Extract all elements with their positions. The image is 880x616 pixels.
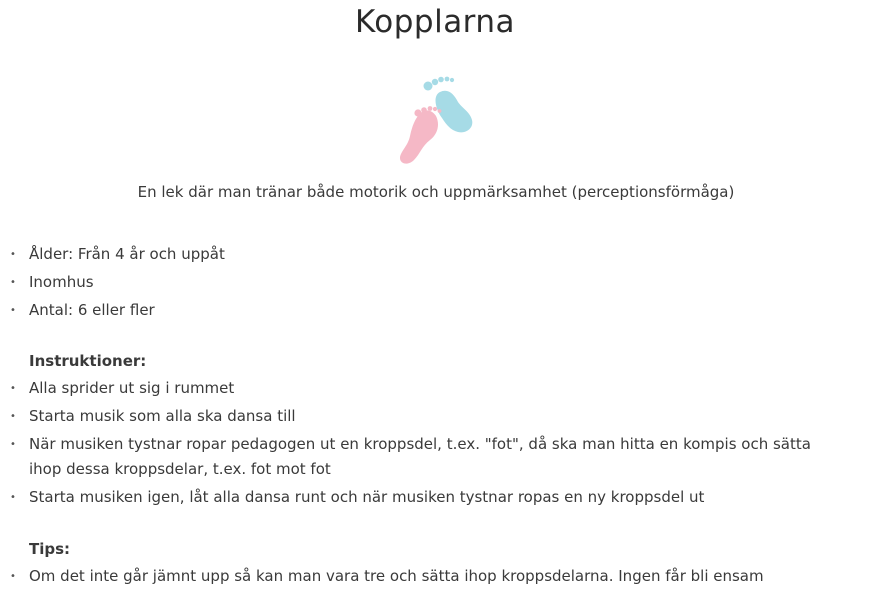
list-item: • När musiken tystnar ropar pedagogen ut en kroppsdel, t.ex. "fot", då ska man hitta en kompis och sätta ihop dessa kroppsdelar, t.ex. fot mot fot: [10, 435, 811, 478]
pink-footprint: [400, 106, 441, 164]
tips-list: [0, 564, 870, 592]
info-list: [0, 242, 870, 326]
footprints-icon: [392, 74, 478, 166]
instructions-heading: Instruktioner:: [29, 352, 147, 370]
list-item: • Inomhus: [10, 273, 94, 291]
list-item: • Antal: 6 eller fler: [10, 301, 155, 319]
list-item: • Ålder: Från 4 år och uppåt: [10, 245, 225, 263]
tips-heading: Tips:: [29, 540, 71, 558]
list-item: • Alla sprider ut sig i rummet: [10, 379, 235, 397]
page-title: Kopplarna: [354, 4, 516, 40]
list-item: • Starta musiken igen, låt alla dansa runt och när musiken tystnar ropas en ny kroppsdel ut: [10, 488, 705, 506]
list-item: • Starta musik som alla ska dansa till: [10, 407, 296, 425]
list-item: • Om det inte går jämnt upp så kan man vara tre och sätta ihop kroppsdelarna. Ingen får bli ensam: [10, 567, 764, 585]
instructions-list: [0, 376, 870, 513]
page-subtitle: En lek där man tränar både motorik och uppmärksamhet (perceptionsförmåga): [137, 183, 735, 201]
